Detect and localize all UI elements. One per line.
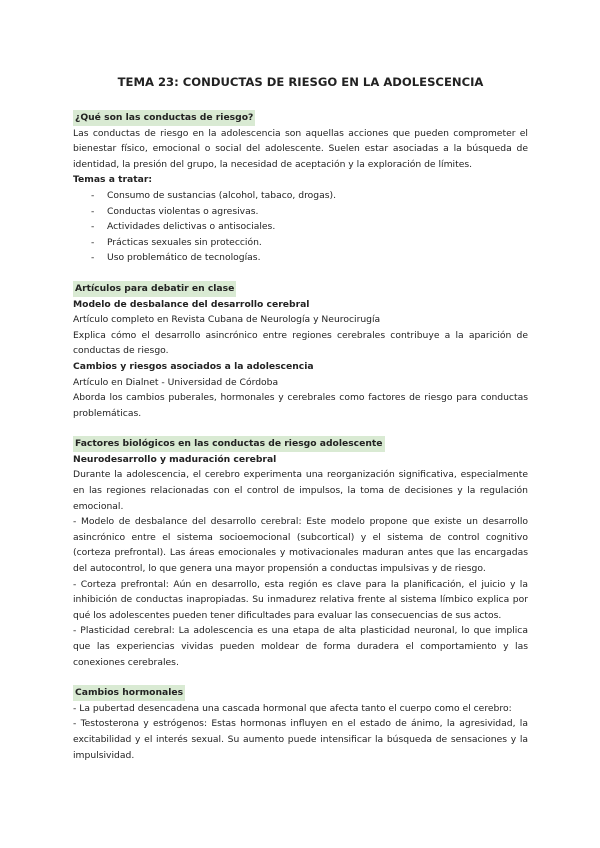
paragraph: - Testosterona y estrógenos: Estas hormonas influyen en el estado de ánimo, la agresividad, la excitabilidad y el interés sexual. Su aumento puede intensificar la búsqueda de sensaciones y la impulsividad. bbox=[73, 718, 528, 761]
paragraph: - Modelo de desbalance del desarrollo cerebral: Este modelo propone que existe un desarrollo asincrónico entre el sistema socioemocional (subcortical) y el sistema de control cognitivo (corteza prefrontal). Las áreas emocionales y motivacionales maduran antes que las encargadas del autocontrol, lo que genera una mayor propensión a conductas impulsivas y de riesgo. bbox=[73, 516, 528, 575]
section-conductas-riesgo bbox=[73, 110, 528, 266]
list-item: - Actividades delictivas o antisociales. bbox=[91, 219, 528, 235]
article-source: Artículo completo en Revista Cubana de Neurología y Neurocirugía bbox=[73, 314, 381, 326]
subsection-heading: Neurodesarrollo y maduración cerebral bbox=[73, 453, 277, 465]
article-title: Modelo de desbalance del desarrollo cerebral bbox=[73, 298, 310, 310]
article-source: Artículo en Dialnet - Universidad de Córdoba bbox=[73, 376, 279, 388]
article-description: Explica cómo el desarrollo asincrónico entre regiones cerebrales contribuye a la aparición de conductas de riesgo. bbox=[73, 329, 528, 357]
list-item: - Uso problemático de tecnologías. bbox=[91, 250, 528, 266]
article-description: Aborda los cambios puberales, hormonales y cerebrales como factores de riesgo para conductas problemáticas. bbox=[73, 392, 528, 419]
section-cambios-hormonales bbox=[73, 685, 528, 763]
paragraph: Durante la adolescencia, el cerebro experimenta una reorganización significativa, especialmente en las regiones relacionadas con el control de impulsos, la toma de decisiones y la regulación emocional. bbox=[73, 469, 528, 512]
article-title: Cambios y riesgos asociados a la adolescencia bbox=[73, 360, 314, 372]
paragraph: - La pubertad desencadena una cascada hormonal que afecta tanto el cuerpo como el cerebro: bbox=[73, 702, 512, 714]
paragraph: Las conductas de riesgo en la adolescencia son aquellas acciones que pueden comprometer el bienestar físico, emocional o social del adolescente. Suelen estar asociadas a la búsqueda de identidad, la presión del grupo, la necesidad de aceptación y la exploración de límites. bbox=[73, 127, 528, 170]
topics-label: Temas a tratar: bbox=[73, 174, 153, 186]
paragraph: - Plasticidad cerebral: La adolescencia es una etapa de alta plasticidad neuronal, lo que implica que las experiencias vividas pueden moldear de forma duradera el comportamiento y las conexiones cerebrales. bbox=[73, 625, 528, 668]
section-heading: Artículos para debatir en clase bbox=[73, 281, 236, 297]
paragraph: - Corteza prefrontal: Aún en desarrollo, esta región es clave para la planificación, el juicio y la inhibición de conductas inapropiadas. Su inmadurez relativa frente al sistema límbico explica por qué los adolescentes pueden tener dificultades para evaluar las consecuencias de sus actos. bbox=[73, 578, 528, 621]
list-item: - Conductas violentas o agresivas. bbox=[91, 204, 528, 220]
list-item: - Prácticas sexuales sin protección. bbox=[91, 235, 528, 251]
document-title: TEMA 23: CONDUCTAS DE RIESGO EN LA ADOLESCENCIA bbox=[117, 75, 484, 89]
section-heading: Factores biológicos en las conductas de riesgo adolescente bbox=[73, 436, 385, 452]
section-heading: Cambios hormonales bbox=[73, 685, 185, 701]
section-heading: ¿Qué son las conductas de riesgo? bbox=[73, 110, 255, 126]
topics-list bbox=[73, 188, 528, 266]
section-factores-biologicos bbox=[73, 436, 528, 670]
section-articulos bbox=[73, 281, 528, 421]
list-item: - Consumo de sustancias (alcohol, tabaco, drogas). bbox=[91, 188, 528, 204]
